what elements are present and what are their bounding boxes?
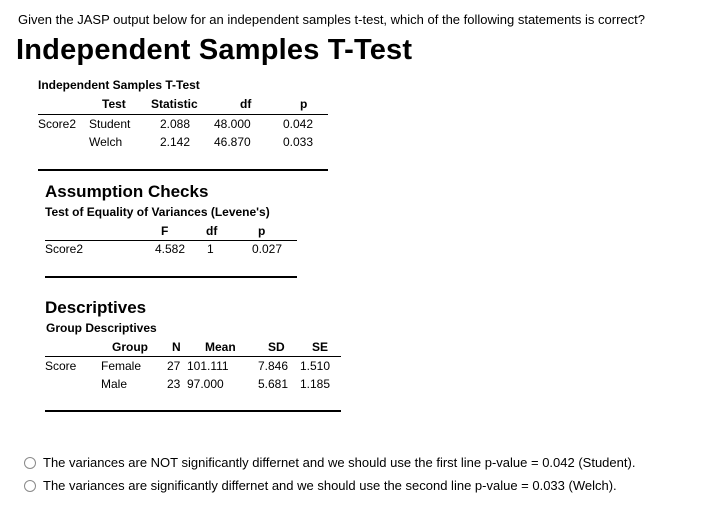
- ttest-header-rule: [38, 114, 328, 115]
- ttest-row-df: 48.000: [214, 117, 251, 131]
- radio-button[interactable]: [24, 480, 36, 492]
- descriptives-section-title: Descriptives: [45, 298, 147, 317]
- desc-row-se: 1.185: [300, 377, 331, 391]
- ttest-header-test: Test: [102, 97, 126, 111]
- desc-header-rule: [45, 356, 341, 357]
- ttest-row-statistic: 2.088: [160, 117, 191, 131]
- desc-row-mean: 101.111: [187, 359, 229, 373]
- group-descriptives-title: Group Descriptives: [46, 321, 157, 335]
- ttest-bottom-rule: [38, 169, 328, 171]
- levene-header-p: p: [258, 224, 266, 238]
- levene-table-title: Test of Equality of Variances (Levene's): [45, 205, 270, 219]
- answer-option-2[interactable]: [24, 478, 617, 493]
- ttest-row-test: Welch: [89, 135, 123, 149]
- levene-variable: Score2: [45, 242, 84, 256]
- ttest-header-df: df: [240, 97, 252, 111]
- levene-header-f: F: [161, 224, 169, 238]
- radio-button[interactable]: [24, 457, 36, 469]
- ttest-header-statistic: Statistic: [151, 97, 198, 111]
- levene-bottom-rule: [45, 276, 297, 278]
- page-title: Independent Samples T-Test: [16, 34, 413, 66]
- desc-header-mean: Mean: [205, 340, 236, 354]
- answer-option-1[interactable]: [24, 455, 635, 470]
- ttest-variable: Score2: [38, 117, 77, 131]
- desc-bottom-rule: [45, 410, 341, 412]
- ttest-row-statistic: 2.142: [160, 135, 191, 149]
- desc-row-sd: 7.846: [258, 359, 289, 373]
- ttest-row-test: Student: [89, 117, 131, 131]
- desc-header-sd: SD: [268, 340, 285, 354]
- ttest-header-p: p: [300, 97, 308, 111]
- desc-row-sd: 5.681: [258, 377, 289, 391]
- desc-header-n: N: [172, 340, 181, 354]
- ttest-row-p: 0.033: [283, 135, 314, 149]
- desc-header-group: Group: [112, 340, 148, 354]
- ttest-table: [0, 0, 702, 180]
- levene-header-df: df: [206, 224, 218, 238]
- descriptives: [0, 296, 702, 416]
- levene-f-value: 4.582: [155, 242, 186, 256]
- question-text: Given the JASP output below for an independent samples t-test, which of the following statements is correct?: [18, 12, 645, 27]
- desc-row-se: 1.510: [300, 359, 331, 373]
- desc-row-mean: 97.000: [187, 377, 224, 391]
- desc-row-group: Female: [101, 359, 142, 373]
- assumption-checks: [0, 180, 702, 280]
- desc-variable: Score: [45, 359, 77, 373]
- levene-header-rule: [45, 240, 297, 241]
- levene-p-value: 0.027: [252, 242, 283, 256]
- desc-header-se: SE: [312, 340, 329, 354]
- answer-option-label: The variances are NOT significantly differnet and we should use the first line p-value = 0.042 (Student).: [43, 455, 636, 470]
- answer-option-label: The variances are significantly differnet and we should use the second line p-value = 0.033 (Welch).: [43, 478, 617, 493]
- ttest-row-df: 46.870: [214, 135, 251, 149]
- desc-row-group: Male: [101, 377, 128, 391]
- levene-df-value: 1: [207, 242, 214, 256]
- ttest-table-title: Independent Samples T-Test: [38, 78, 200, 92]
- assumption-section-title: Assumption Checks: [45, 182, 209, 201]
- ttest-row-p: 0.042: [283, 117, 314, 131]
- desc-row-n: 23: [167, 377, 181, 391]
- desc-row-n: 27: [167, 359, 181, 373]
